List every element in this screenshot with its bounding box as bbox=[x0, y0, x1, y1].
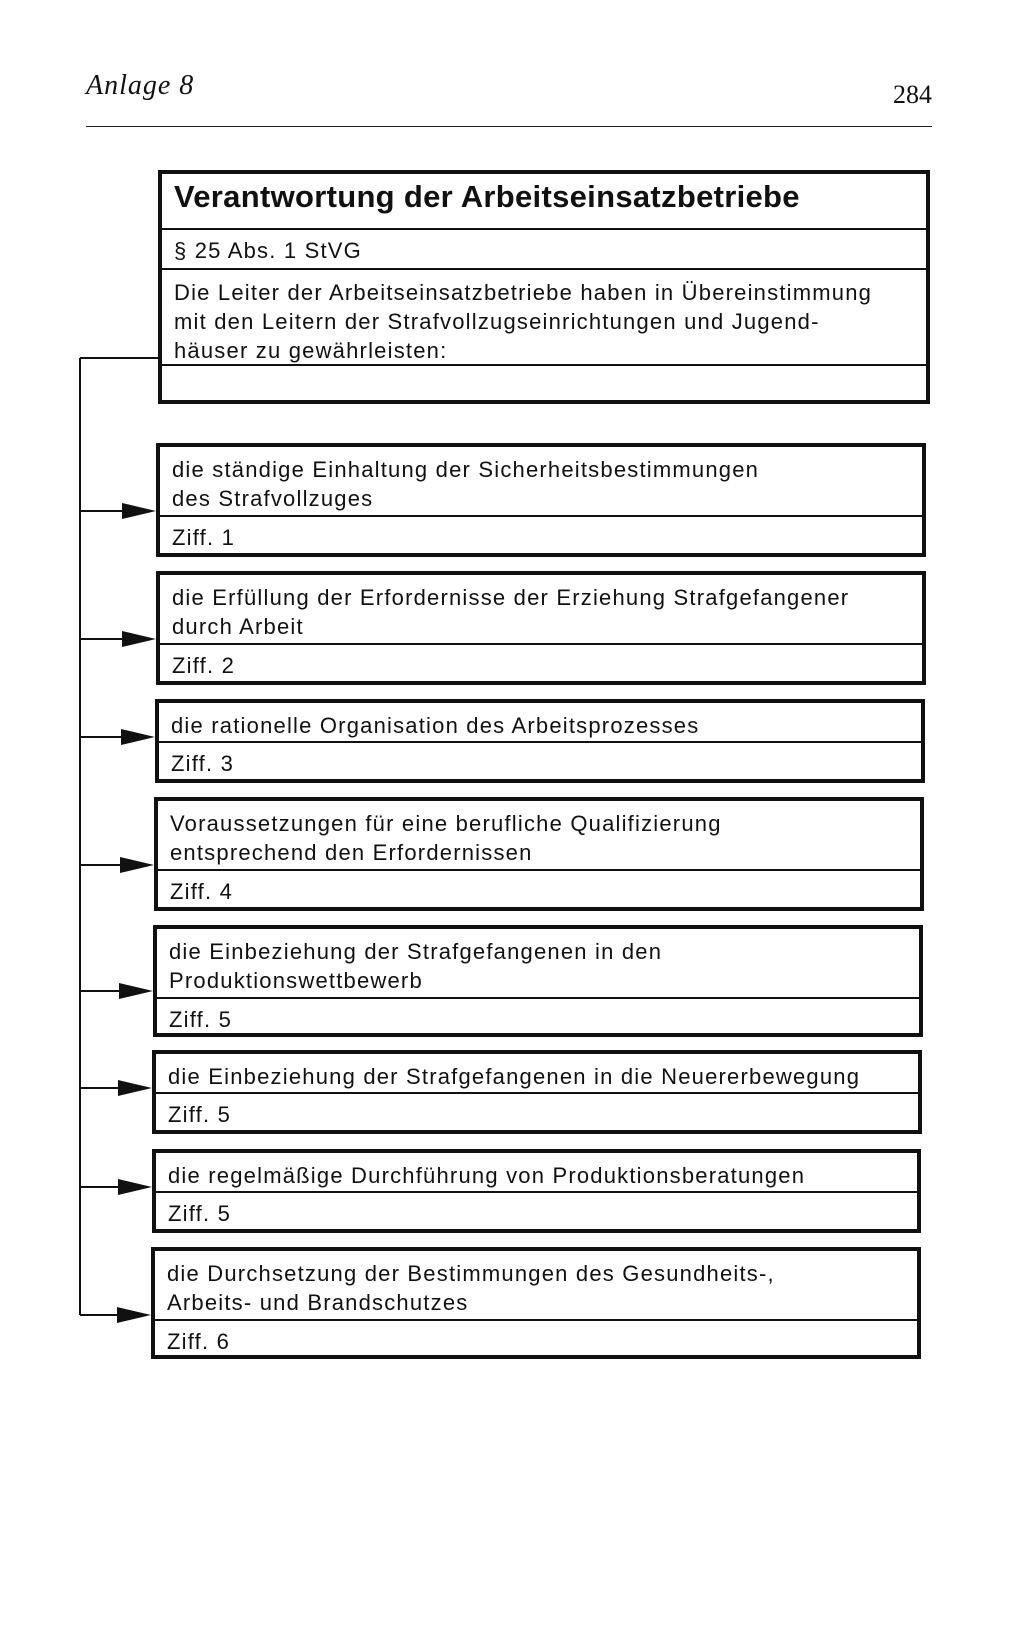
item-line: die regelmäßige Durchführung von Produktionsberatungen bbox=[168, 1163, 806, 1188]
item-ref: Ziff. 2 bbox=[172, 653, 236, 678]
arrowhead-icon bbox=[119, 983, 153, 999]
item-text bbox=[156, 1054, 918, 1094]
item-box-3 bbox=[155, 699, 925, 783]
main-box-description bbox=[162, 270, 926, 366]
item-line: die Einbeziehung der Strafgefangenen in den bbox=[169, 939, 663, 964]
item-text bbox=[156, 1153, 917, 1193]
item-box-5 bbox=[153, 925, 923, 1037]
item-box-6 bbox=[152, 1050, 922, 1134]
item-line: die Einbeziehung der Strafgefangenen in die Neuererbewegung bbox=[168, 1064, 861, 1089]
item-line: Arbeits- und Brandschutzes bbox=[167, 1290, 469, 1315]
item-line: die Erfüllung der Erfordernisse der Erziehung Strafgefangener bbox=[172, 585, 850, 610]
item-text bbox=[157, 929, 919, 999]
description-line: Die Leiter der Arbeitseinsatzbetriebe haben in Übereinstimmung bbox=[174, 280, 873, 305]
arrowhead-icon bbox=[122, 503, 156, 519]
item-text bbox=[160, 447, 922, 517]
main-box-title: Verantwortung der Arbeitseinsatzbetriebe bbox=[162, 174, 926, 230]
item-text bbox=[160, 575, 922, 645]
item-ref: Ziff. 5 bbox=[169, 1007, 233, 1032]
item-ref: Ziff. 4 bbox=[170, 879, 234, 904]
main-box-reference: § 25 Abs. 1 StVG bbox=[162, 230, 926, 270]
item-box-8 bbox=[151, 1247, 921, 1359]
item-ref: Ziff. 5 bbox=[168, 1102, 232, 1127]
page-number: 284 bbox=[893, 80, 932, 109]
item-ref: Ziff. 5 bbox=[168, 1201, 232, 1226]
main-box-empty-row bbox=[162, 366, 926, 400]
item-line: des Strafvollzuges bbox=[172, 486, 374, 511]
header-label: Anlage 8 bbox=[86, 70, 195, 101]
description-line: mit den Leitern der Strafvollzugseinrichtungen und Jugend- bbox=[174, 309, 820, 334]
item-text bbox=[155, 1251, 917, 1321]
item-text bbox=[159, 703, 921, 743]
item-ref: Ziff. 6 bbox=[167, 1329, 231, 1354]
arrowhead-icon bbox=[118, 1179, 152, 1195]
main-box bbox=[158, 170, 930, 404]
arrowhead-icon bbox=[122, 631, 156, 647]
item-line: entsprechend den Erfordernissen bbox=[170, 840, 533, 865]
arrowhead-icon bbox=[117, 1307, 151, 1323]
item-box-7 bbox=[152, 1149, 921, 1233]
item-box-2 bbox=[156, 571, 926, 685]
item-box-4 bbox=[154, 797, 924, 911]
item-box-1 bbox=[156, 443, 926, 557]
arrowhead-icon bbox=[120, 857, 154, 873]
item-text bbox=[158, 801, 920, 871]
item-ref: Ziff. 1 bbox=[172, 525, 236, 550]
item-line: die Durchsetzung der Bestimmungen des Gesundheits-, bbox=[167, 1261, 775, 1286]
item-ref: Ziff. 3 bbox=[171, 751, 235, 776]
arrowhead-icon bbox=[118, 1080, 152, 1096]
item-line: Voraussetzungen für eine berufliche Qualifizierung bbox=[170, 811, 722, 836]
item-line: die rationelle Organisation des Arbeitsprozesses bbox=[171, 713, 700, 738]
description-line: häuser zu gewährleisten: bbox=[174, 338, 448, 363]
item-line: die ständige Einhaltung der Sicherheitsbestimmungen bbox=[172, 457, 760, 482]
arrowhead-icon bbox=[121, 729, 155, 745]
item-line: durch Arbeit bbox=[172, 614, 304, 639]
item-line: Produktionswettbewerb bbox=[169, 968, 423, 993]
